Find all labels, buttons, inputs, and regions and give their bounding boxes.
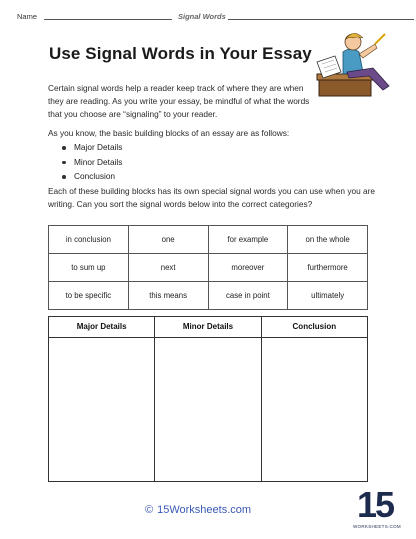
sorting-table	[48, 316, 368, 482]
site-logo	[353, 484, 401, 532]
blocks-intro: As you know, the basic building blocks of an essay are as follows:	[48, 128, 290, 138]
word-cell: furthermore	[288, 254, 368, 282]
name-row	[17, 11, 397, 25]
word-cell: this means	[128, 282, 208, 310]
list-item: Conclusion	[74, 170, 122, 183]
table-row	[49, 254, 368, 282]
copyright-icon: ©	[145, 504, 154, 516]
column-header: Major Details	[49, 317, 154, 338]
word-cell: to be specific	[49, 282, 129, 310]
footer-link[interactable]	[145, 504, 251, 516]
word-cell: case in point	[208, 282, 288, 310]
conclusion-column	[262, 317, 367, 481]
answer-area-conclusion[interactable]	[262, 338, 367, 481]
name-line[interactable]	[44, 19, 172, 20]
instructions-paragraph: Each of these building blocks has its own special signal words you can use when you are writing. Can you sort the signal words below into the correct categories?	[48, 186, 375, 209]
word-cell: ultimately	[288, 282, 368, 310]
logo-number: 15	[356, 484, 394, 525]
major-details-column	[49, 317, 155, 481]
building-blocks-list	[48, 141, 122, 185]
word-cell: moreover	[208, 254, 288, 282]
word-cell: next	[128, 254, 208, 282]
column-header: Minor Details	[155, 317, 260, 338]
table-row	[49, 226, 368, 254]
table-row	[49, 282, 368, 310]
name-label: Name	[17, 12, 38, 21]
list-item: Minor Details	[74, 156, 123, 167]
word-bank-table	[48, 225, 368, 310]
word-cell: in conclusion	[49, 226, 129, 254]
word-cell: to sum up	[49, 254, 129, 282]
logo-text: WORKSHEETS.COM	[353, 524, 401, 529]
student-clipart-icon	[313, 28, 397, 104]
header-rule	[228, 19, 414, 20]
word-cell: one	[128, 226, 208, 254]
word-cell: on the whole	[288, 226, 368, 254]
word-cell: for example	[208, 226, 288, 254]
topic-label: Signal Words	[178, 12, 226, 21]
footer-site: 15Worksheets.com	[157, 504, 252, 516]
answer-area-minor[interactable]	[155, 338, 260, 481]
column-header: Conclusion	[262, 317, 367, 338]
list-item: Major Details	[74, 142, 123, 152]
page-title: Use Signal Words in Your Essay	[49, 44, 312, 63]
intro-paragraph: Certain signal words help a reader keep track of where they are when they are reading. As you write your essay, be mindful of what the words that you choose are “signaling” to your reader.	[48, 83, 310, 119]
answer-area-major[interactable]	[49, 338, 154, 481]
minor-details-column	[155, 317, 261, 481]
